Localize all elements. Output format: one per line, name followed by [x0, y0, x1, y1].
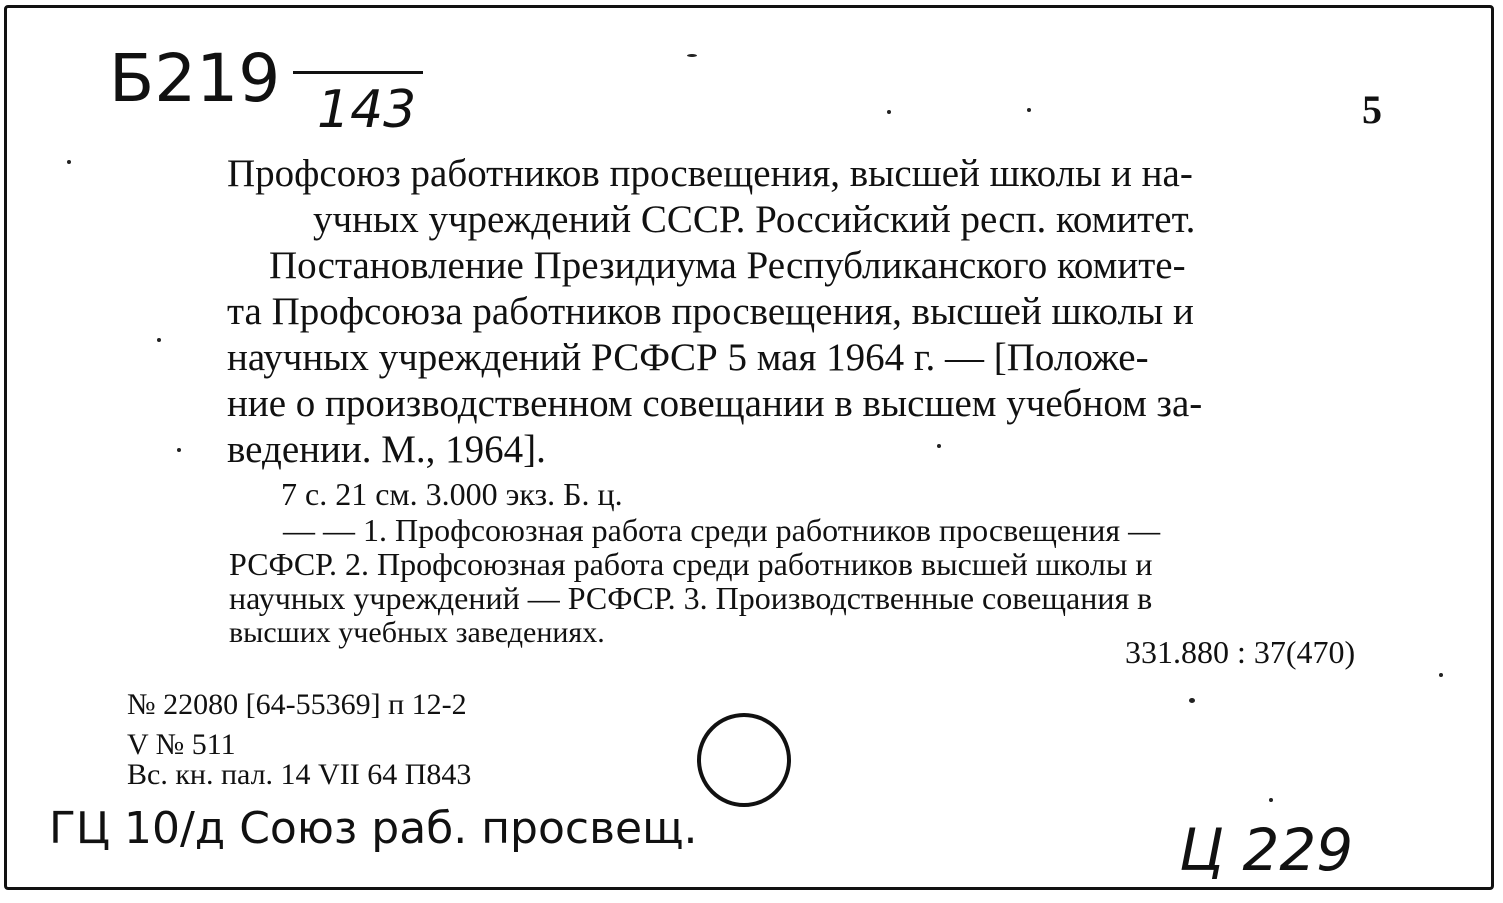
collation: 7 с. 21 см. 3.000 экз. Б. ц. [281, 476, 623, 512]
subject-line-1: — — 1. Профсоюзная работа среди работников просвещения — [283, 512, 1161, 548]
title-line-3: научных учреждений РСФСР 5 мая 1964 г. — [Положе- [227, 336, 1149, 379]
title-line-2: та Профсоюза работников просвещения, высшей школы и [227, 290, 1194, 333]
circle-mark [697, 713, 791, 807]
scan-speck [687, 54, 697, 57]
scan-speck [1269, 798, 1273, 802]
scan-speck [1027, 108, 1031, 112]
record-line-1: № 22080 [64-55369] п 12-2 [127, 688, 467, 721]
scan-speck [937, 444, 941, 448]
heading-line-2: учных учреждений СССР. Российский респ. комитет. [313, 198, 1196, 241]
title-line-4: ние о производственном совещании в высшем учебном за- [227, 382, 1203, 425]
shelfmark-bottom: 143 [317, 80, 417, 140]
scan-speck [1439, 673, 1443, 677]
scan-speck [177, 448, 181, 452]
catalog-card [4, 5, 1494, 890]
title-line-5: ведении. М., 1964]. [227, 428, 546, 471]
heading-line-1: Профсоюз работников просвещения, высшей школы и на- [227, 152, 1193, 195]
subject-line-4: высших учебных заведениях. [229, 616, 605, 649]
handwritten-code: Ц 229 [1179, 816, 1354, 884]
scan-speck [1189, 698, 1195, 703]
scan-speck [67, 160, 71, 164]
page-number: 5 [1362, 87, 1382, 132]
subject-line-3: научных учреждений — РСФСР. 3. Производственные совещания в [229, 580, 1153, 616]
subject-line-2: РСФСР. 2. Профсоюзная работа среди работников высшей школы и [229, 546, 1153, 582]
shelfmark-rule [293, 71, 423, 74]
record-line-3: Вс. кн. пал. 14 VII 64 П843 [127, 758, 472, 791]
handwritten-note: ГЦ 10/д Союз раб. просвещ. [49, 803, 698, 854]
record-line-2: V № 511 [127, 728, 236, 761]
title-line-1: Постановление Президиума Республиканского комите- [269, 244, 1186, 287]
classification-number: 331.880 : 37(470) [1125, 634, 1356, 670]
scan-speck [887, 110, 891, 114]
scan-speck [157, 338, 161, 342]
shelfmark-top: Б219 [109, 40, 281, 117]
